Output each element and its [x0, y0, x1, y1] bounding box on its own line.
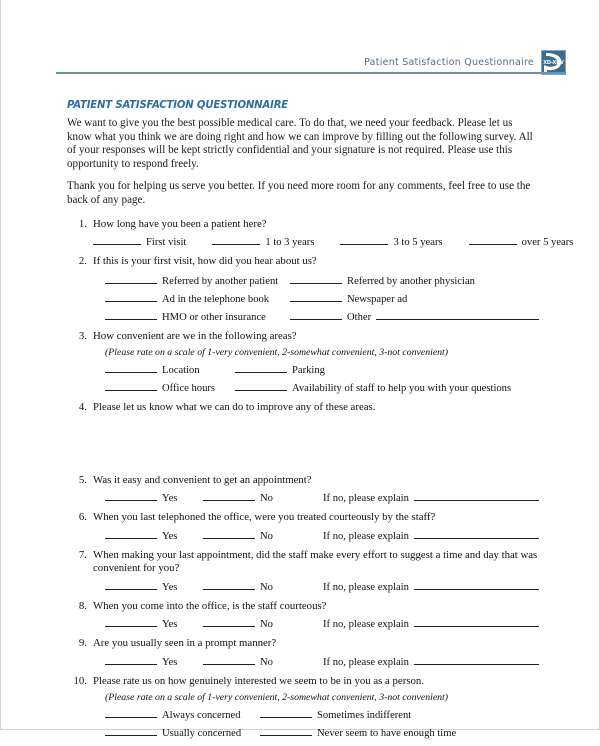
- answer-blank[interactable]: [105, 656, 157, 665]
- option-label: Usually concerned: [162, 728, 242, 740]
- option-label: No: [260, 581, 273, 593]
- question-7-answer-row: [105, 581, 539, 593]
- answer-blank[interactable]: [203, 618, 255, 627]
- answer-blank[interactable]: [105, 492, 157, 501]
- page-title: PATIENT SATISFACTION QUESTIONNAIRE: [67, 98, 289, 111]
- question-text: Was it easy and convenient to get an appointment?: [93, 473, 312, 486]
- question-4-write-space[interactable]: [93, 415, 539, 467]
- question-text: When you last telephoned the office, were you treated courteously by the staff?: [93, 511, 436, 524]
- option-referred-by-patient[interactable]: [105, 275, 290, 287]
- option-newspaper-ad[interactable]: [290, 293, 539, 305]
- question-10-note: (Please rate on a scale of 1-very convenient, 2-somewhat convenient, 3-not convenient): [105, 692, 449, 704]
- question-text: When you come into the office, is the staff courteous?: [93, 599, 327, 612]
- option-label: No: [260, 656, 273, 668]
- question-number: 2.: [78, 255, 87, 268]
- question-number: 10.: [73, 674, 87, 687]
- option-yes[interactable]: [105, 656, 203, 668]
- explain-line[interactable]: [414, 618, 539, 627]
- other-write-in-line[interactable]: [376, 311, 539, 320]
- answer-blank[interactable]: [260, 727, 312, 736]
- answer-blank[interactable]: [105, 581, 157, 590]
- option-label: Yes: [162, 493, 178, 505]
- answer-blank[interactable]: [105, 275, 157, 284]
- explain-label: If no, please explain: [323, 581, 409, 593]
- option-label: 1 to 3 years: [265, 237, 315, 249]
- option-label: Office hours: [162, 383, 216, 395]
- option-first-visit[interactable]: [93, 236, 186, 248]
- question-text: Are you usually seen in a prompt manner?: [93, 637, 277, 650]
- answer-blank[interactable]: [105, 530, 157, 539]
- option-no[interactable]: [203, 530, 323, 542]
- answer-blank[interactable]: [469, 236, 517, 245]
- option-other[interactable]: [290, 311, 539, 323]
- option-label: Ad in the telephone book: [162, 293, 270, 305]
- question-1-options: [93, 236, 574, 249]
- question-4: [67, 401, 539, 467]
- explain-field[interactable]: [323, 581, 539, 593]
- explain-label: If no, please explain: [323, 530, 409, 542]
- answer-blank[interactable]: [105, 618, 157, 627]
- option-yes[interactable]: [105, 530, 203, 542]
- question-6: [67, 511, 539, 542]
- option-referred-by-physician[interactable]: [290, 275, 539, 287]
- option-label: Availability of staff to help you with your questions: [292, 383, 512, 395]
- question-2-options-row-3: [105, 311, 539, 323]
- option-usually-concerned[interactable]: [105, 727, 260, 739]
- questions-list: [67, 217, 574, 740]
- explain-line[interactable]: [414, 530, 539, 539]
- explain-field[interactable]: [323, 618, 539, 630]
- option-yes[interactable]: [105, 492, 203, 504]
- question-3-options-row-1: [105, 364, 539, 376]
- explain-label: If no, please explain: [323, 619, 409, 631]
- option-label: Location: [162, 365, 200, 377]
- option-no[interactable]: [203, 618, 323, 630]
- option-label: Always concerned: [162, 710, 241, 722]
- option-over-5-years[interactable]: [469, 236, 574, 248]
- explain-label: If no, please explain: [323, 656, 409, 668]
- option-label: Referred by another physician: [347, 275, 475, 287]
- header-divider: [56, 72, 566, 74]
- answer-blank[interactable]: [290, 311, 342, 320]
- option-label: No: [260, 493, 273, 505]
- option-label: Yes: [162, 581, 178, 593]
- intro-paragraph: We want to give you the best possible medical care. To do that, we need your feedback. Please let us know what you think we are doing right and how we can improve by filling out the following survey. All of your responses will be kept strictly confidential and your signature is not required. Please use this opportunity to respond freely.: [67, 117, 533, 170]
- question-2-options-row-1: [105, 275, 539, 287]
- explain-line[interactable]: [414, 492, 539, 501]
- question-text: How convenient are we in the following areas?: [93, 329, 297, 342]
- question-8-answer-row: [105, 618, 539, 630]
- question-3-options-row-2: [105, 382, 539, 394]
- question-5: [67, 474, 539, 505]
- document-body: [67, 98, 574, 746]
- answer-blank[interactable]: [235, 382, 287, 391]
- answer-blank[interactable]: [93, 236, 141, 245]
- explain-field[interactable]: [323, 656, 539, 668]
- option-office-hours[interactable]: [105, 382, 235, 394]
- answer-blank[interactable]: [105, 293, 157, 302]
- option-label: No: [260, 619, 273, 631]
- option-3-to-5-years[interactable]: [340, 236, 442, 248]
- question-number: 9.: [78, 637, 87, 650]
- explain-line[interactable]: [414, 581, 539, 590]
- explain-field[interactable]: [323, 530, 539, 542]
- question-text: If this is your first visit, how did you hear about us?: [93, 255, 317, 268]
- question-8: [67, 600, 539, 631]
- option-label: Yes: [162, 530, 178, 542]
- option-label: Newspaper ad: [347, 293, 408, 305]
- question-3: [67, 330, 539, 395]
- option-staff-availability[interactable]: [235, 382, 539, 394]
- answer-blank[interactable]: [105, 382, 157, 391]
- answer-blank[interactable]: [340, 236, 388, 245]
- question-text: When making your last appointment, did the staff make every effort to suggest a time and day that was convenient for you?: [93, 548, 538, 575]
- answer-blank[interactable]: [203, 530, 255, 539]
- header-title: Patient Satisfaction Questionnaire: [364, 57, 534, 68]
- option-label: First visit: [146, 237, 187, 249]
- question-text: Please rate us on how genuinely interested we seem to be in you as a person.: [93, 674, 425, 687]
- option-label: Other: [347, 311, 372, 323]
- question-number: 8.: [78, 599, 87, 612]
- option-label: Referred by another patient: [162, 275, 279, 287]
- answer-blank[interactable]: [212, 236, 260, 245]
- option-never-enough-time[interactable]: [260, 727, 539, 739]
- answer-blank[interactable]: [105, 311, 157, 320]
- option-parking[interactable]: [235, 364, 539, 376]
- explain-line[interactable]: [414, 656, 539, 665]
- question-number: 7.: [78, 548, 87, 561]
- question-2: [67, 255, 539, 323]
- question-text: Please let us know what we can do to improve any of these areas.: [93, 401, 376, 414]
- option-no[interactable]: [203, 656, 323, 668]
- option-label: Yes: [162, 656, 178, 668]
- option-label: No: [260, 530, 273, 542]
- question-5-answer-row: [105, 492, 539, 504]
- answer-blank[interactable]: [105, 709, 157, 718]
- thanks-paragraph: Thank you for helping us serve you better. If you need more room for any comments, feel free to use the back of any page.: [67, 180, 531, 206]
- option-telephone-book-ad[interactable]: [105, 293, 290, 305]
- page-header: [1, 0, 599, 78]
- question-10: [67, 675, 539, 740]
- question-3-note: (Please rate on a scale of 1-very convenient, 2-somewhat convenient, 3-not convenient): [105, 347, 449, 359]
- option-label: Yes: [162, 619, 178, 631]
- answer-blank[interactable]: [235, 364, 287, 373]
- option-location[interactable]: [105, 364, 235, 376]
- question-number: 1.: [78, 217, 87, 230]
- option-always-concerned[interactable]: [105, 709, 260, 721]
- explain-field[interactable]: [323, 492, 539, 504]
- answer-blank[interactable]: [260, 709, 312, 718]
- answer-blank[interactable]: [105, 727, 157, 736]
- answer-blank[interactable]: [290, 293, 342, 302]
- explain-label: If no, please explain: [323, 493, 409, 505]
- question-text: How long have you been a patient here?: [93, 217, 267, 230]
- answer-blank[interactable]: [203, 581, 255, 590]
- question-number: 4.: [78, 401, 87, 414]
- question-1: [67, 217, 574, 249]
- option-label: Parking: [292, 365, 325, 377]
- question-9-answer-row: [105, 656, 539, 668]
- option-sometimes-indifferent[interactable]: [260, 709, 539, 721]
- option-label: Sometimes indifferent: [317, 710, 412, 722]
- option-no[interactable]: [203, 492, 323, 504]
- option-1-to-3-years[interactable]: [212, 236, 314, 248]
- option-yes[interactable]: [105, 618, 203, 630]
- option-hmo-insurance[interactable]: [105, 311, 290, 323]
- option-label: over 5 years: [521, 237, 574, 249]
- option-no[interactable]: [203, 581, 323, 593]
- option-label: Never seem to have enough time: [317, 728, 457, 740]
- question-10-options-row-2: [105, 727, 539, 739]
- question-7: [67, 549, 539, 593]
- question-6-answer-row: [105, 530, 539, 542]
- logo-text: XD-XDV: [543, 60, 564, 66]
- option-yes[interactable]: [105, 581, 203, 593]
- question-9: [67, 637, 539, 668]
- answer-blank[interactable]: [203, 492, 255, 501]
- answer-blank[interactable]: [290, 275, 342, 284]
- question-10-options-row-1: [105, 709, 539, 721]
- answer-blank[interactable]: [203, 656, 255, 665]
- option-label: 3 to 5 years: [393, 237, 443, 249]
- question-2-options-row-2: [105, 293, 539, 305]
- answer-blank[interactable]: [105, 364, 157, 373]
- question-number: 5.: [78, 473, 87, 486]
- option-label: HMO or other insurance: [162, 311, 266, 323]
- question-number: 6.: [78, 511, 87, 524]
- question-number: 3.: [78, 329, 87, 342]
